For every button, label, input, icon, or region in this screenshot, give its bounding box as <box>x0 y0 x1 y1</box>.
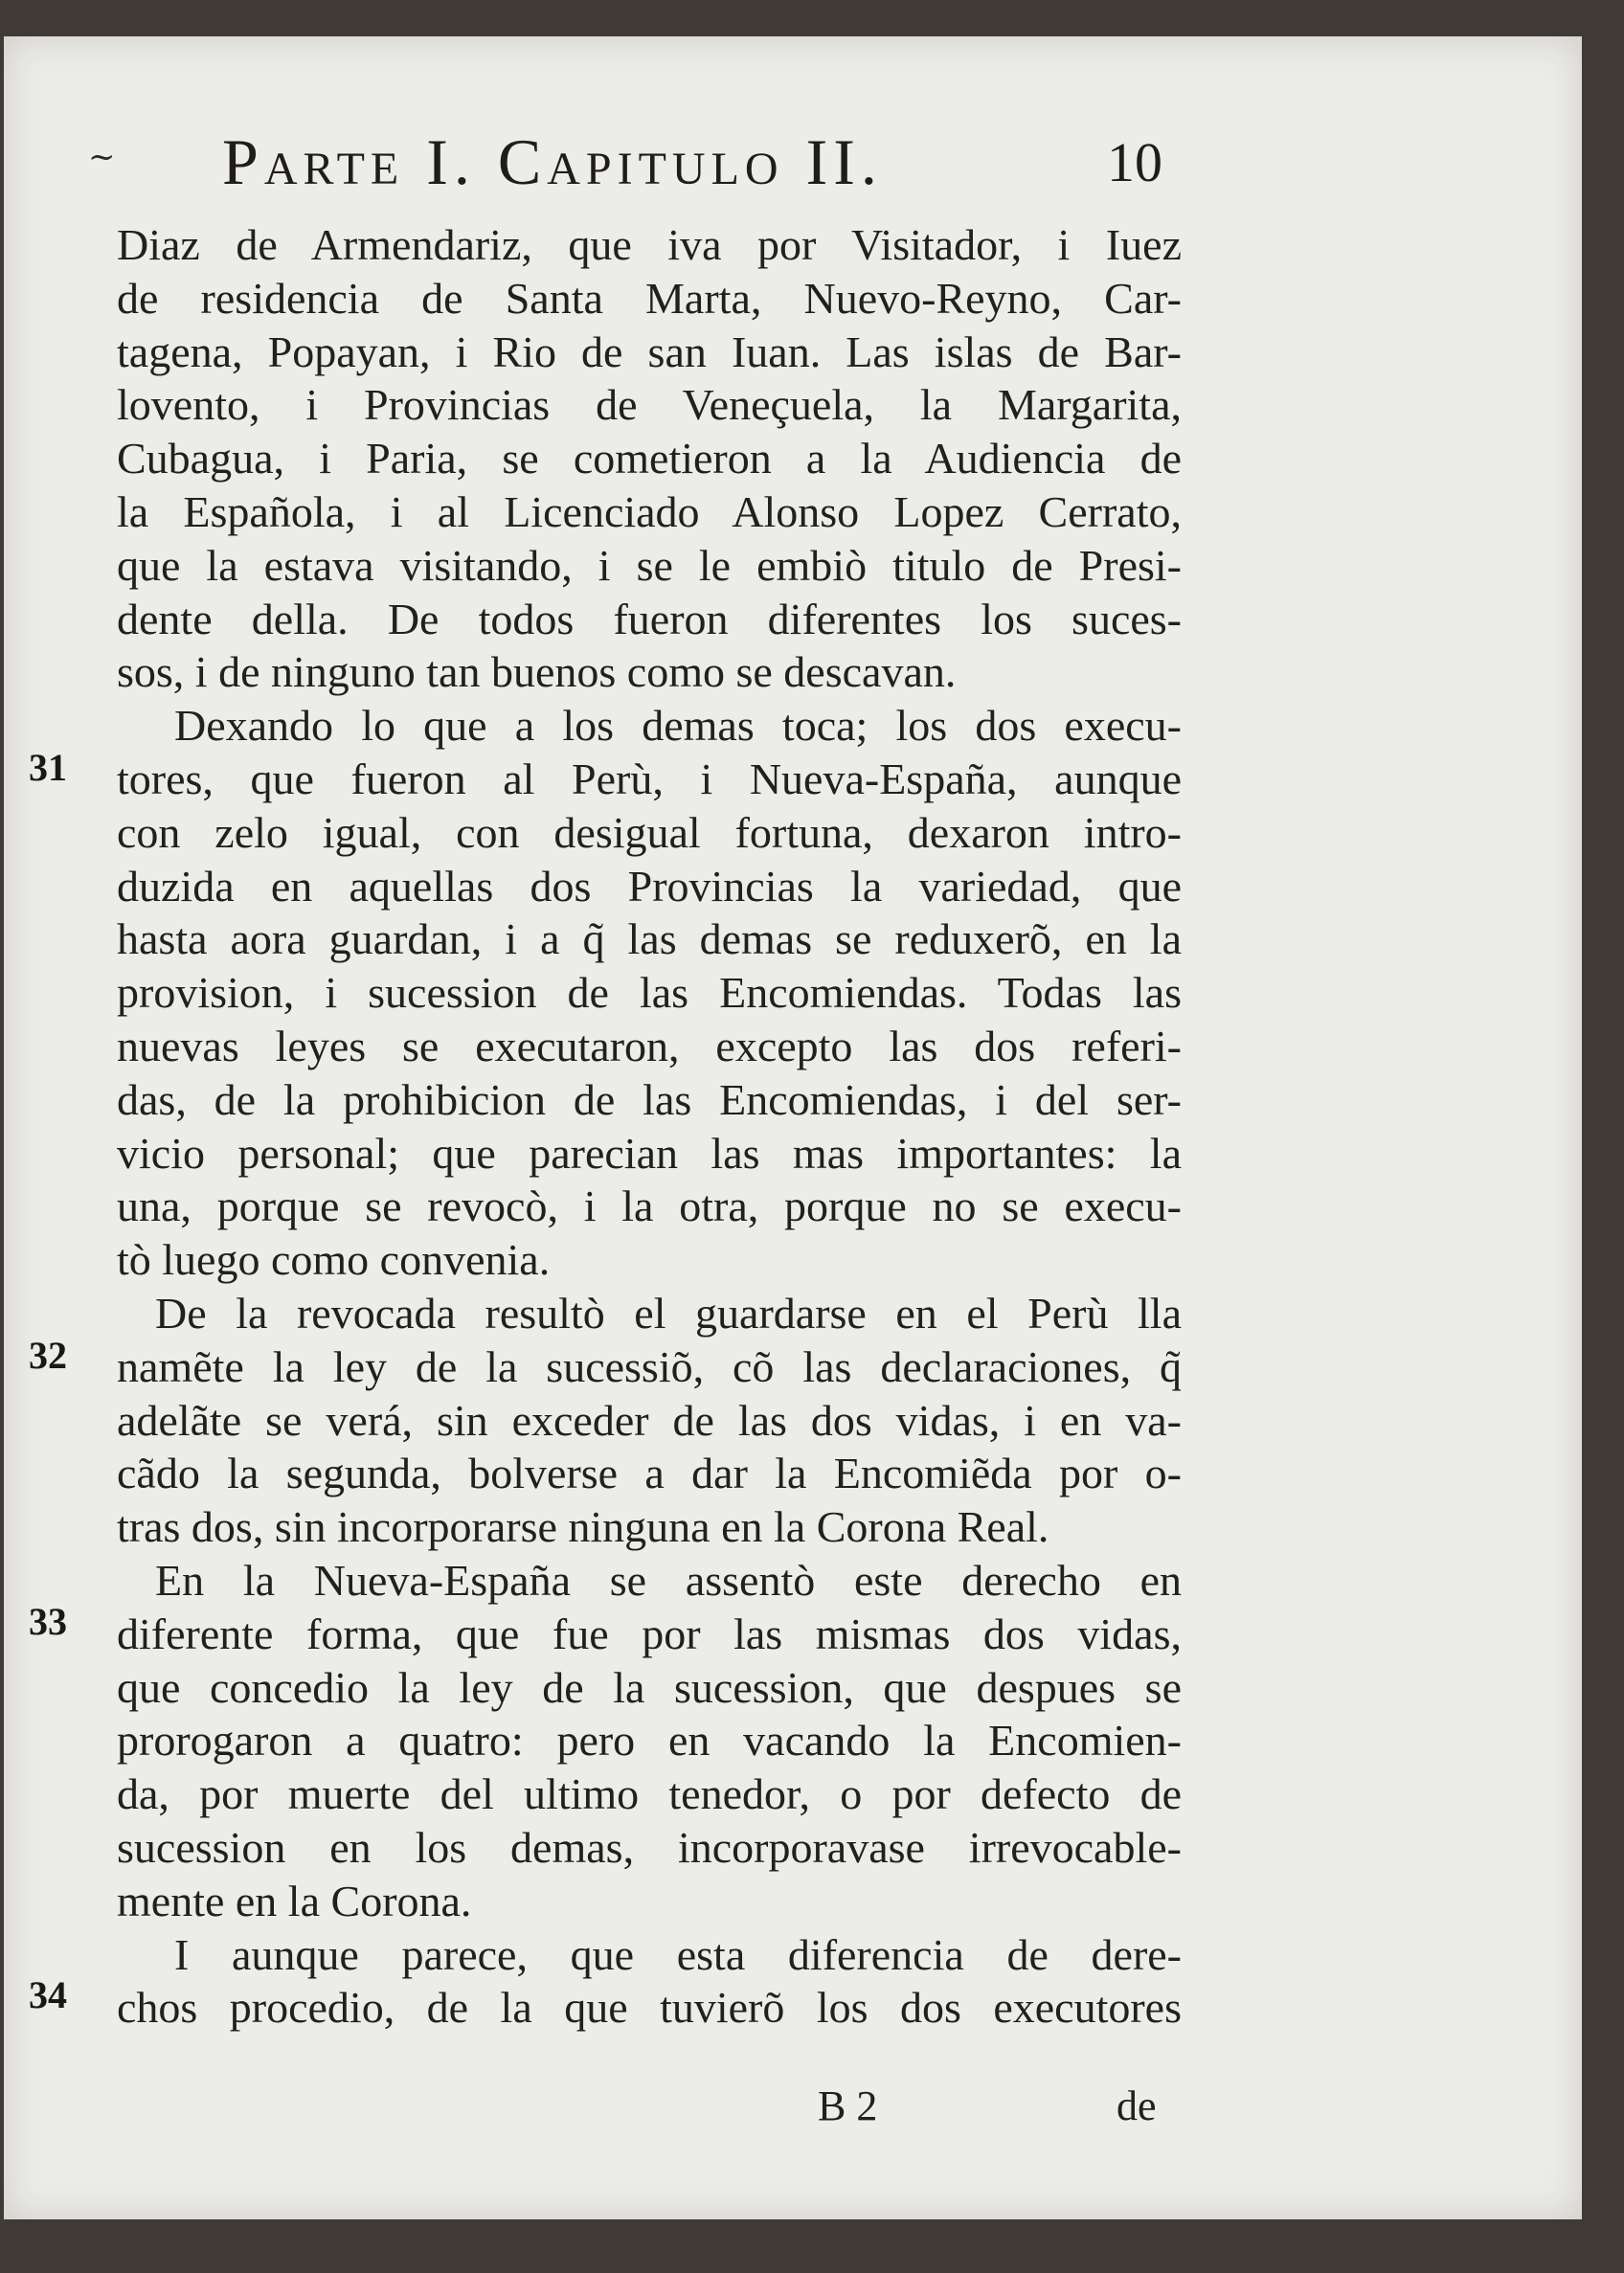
text-line: En la Nueva-España se assentò este derecho en <box>155 1555 1182 1605</box>
text-line: Cubagua, i Paria, se cometieron a la Audiencia de <box>117 434 1182 484</box>
book-page <box>4 36 1582 2219</box>
text-line: sucession en los demas, incorporavase irrevocable- <box>117 1822 1182 1872</box>
text-line: cãdo la segunda, bolverse a dar la Encomiẽda por o- <box>117 1449 1182 1498</box>
text-line: diferente forma, que fue por las mismas dos vidas, <box>117 1609 1182 1658</box>
text-line: lovento, i Provincias de Veneçuela, la Margarita, <box>117 380 1182 430</box>
text-line: Diaz de Armendariz, que iva por Visitador, i Iuez <box>117 220 1182 269</box>
text-line: vicio personal; que parecian las mas importantes: la <box>117 1128 1182 1178</box>
text-line: mente en la Corona. <box>117 1876 472 1925</box>
text-line: tras dos, sin incorporarse ninguna en la Corona Real. <box>117 1502 1049 1552</box>
body-text <box>117 218 1182 2035</box>
paragraph-number-34: 34 <box>29 1973 67 2016</box>
text-line: que concedio la ley de la sucession, que despues se <box>117 1662 1182 1712</box>
page-header <box>4 124 1582 211</box>
signature-mark: B 2 <box>818 2082 878 2129</box>
text-line: hasta aora guardan, i a q̃ las demas se reduxerõ, en la <box>117 914 1182 964</box>
running-head: Parte I. Capitulo II. <box>222 125 883 198</box>
text-line: prorogaron a quatro: pero en vacando la Encomien- <box>117 1716 1182 1766</box>
text-line: De la revocada resultò el guardarse en el Perù lla <box>155 1288 1182 1338</box>
text-line: nuevas leyes se executaron, excepto las dos referi- <box>117 1021 1182 1070</box>
text-line: una, porque se revocò, i la otra, porque no se execu- <box>117 1182 1182 1231</box>
ornament-mark: ~ <box>88 138 116 176</box>
text-line: sos, i de ninguno tan buenos como se descavan. <box>117 647 957 697</box>
catchword: de <box>1116 2082 1157 2129</box>
text-line: chos procedio, de la que tuvierõ los dos executores <box>117 1983 1182 2033</box>
text-line: que la estava visitando, i se le embiò titulo de Presi- <box>117 540 1182 590</box>
page-number: 10 <box>1107 131 1162 193</box>
text-line: con zelo igual, con desigual fortuna, dexaron intro- <box>117 807 1182 857</box>
text-line: Dexando lo que a los demas toca; los dos execu- <box>174 701 1182 751</box>
text-line: provision, i sucession de las Encomiendas. Todas las <box>117 968 1182 1018</box>
text-line: adelãte se verá, sin exceder de las dos vidas, i en va- <box>117 1395 1182 1445</box>
text-line: la Española, i al Licenciado Alonso Lopez Cerrato, <box>117 486 1182 536</box>
paragraph-number-32: 32 <box>29 1334 67 1377</box>
text-line: da, por muerte del ultimo tenedor, o por defecto de <box>117 1769 1182 1819</box>
text-line: das, de la prohibicion de las Encomiendas, i del ser- <box>117 1074 1182 1124</box>
text-line: tò luego como convenia. <box>117 1235 551 1285</box>
text-line: I aunque parece, que esta diferencia de dere- <box>174 1929 1182 1979</box>
paragraph-number-33: 33 <box>29 1600 67 1643</box>
text-line: tores, que fueron al Perù, i Nueva-España, aunque <box>117 754 1182 803</box>
text-line: dente della. De todos fueron diferentes los suces- <box>117 594 1182 643</box>
text-line: de residencia de Santa Marta, Nuevo-Reyno, Car- <box>117 273 1182 323</box>
text-line: namẽte la ley de la sucessiõ, cõ las declaraciones, q̃ <box>117 1341 1182 1391</box>
text-line: duzida en aquellas dos Provincias la variedad, que <box>117 861 1182 911</box>
text-line: tagena, Popayan, i Rio de san Iuan. Las islas de Bar- <box>117 326 1182 376</box>
paragraph-number-31: 31 <box>29 746 67 789</box>
